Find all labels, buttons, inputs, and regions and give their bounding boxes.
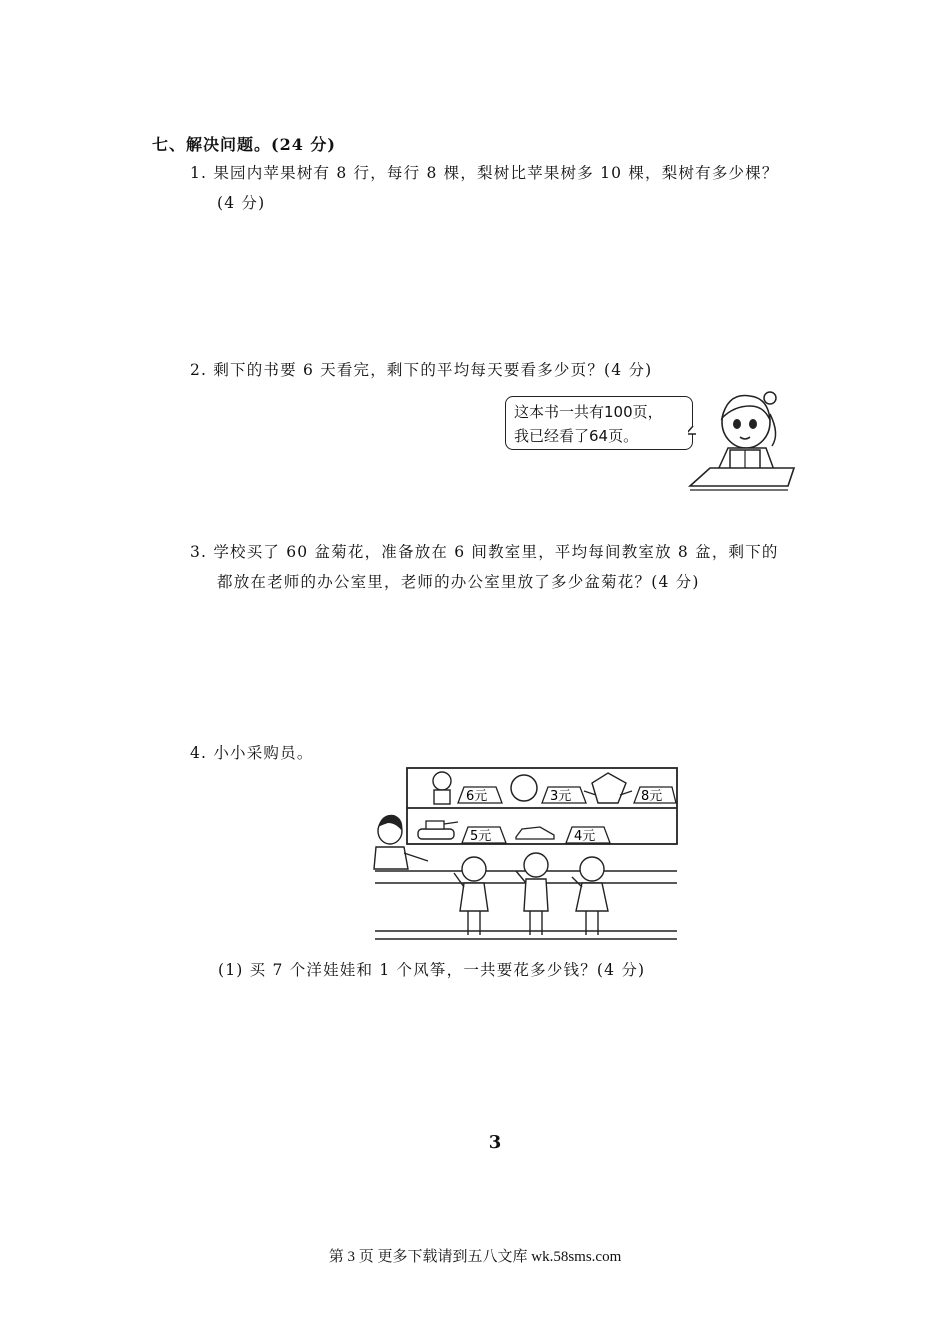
girl-reading-illustration (688, 384, 798, 496)
question-1-text: 1. 果园内苹果树有 8 行，每行 8 棵，梨树比苹果树多 10 棵，梨树有多少棵？ (190, 164, 779, 182)
doll-icon (433, 772, 451, 804)
child-figure-2 (516, 853, 548, 935)
price-tag-ball (542, 787, 586, 804)
footer-text: 第 3 页 更多下载请到五八文库 wk.58sms.com (328, 1249, 622, 1265)
question-3-line-2: 都放在老师的办公室里，老师的办公室里放了多少盆菊花？(4 分) (217, 573, 700, 591)
child-figure-3 (572, 857, 608, 935)
price-tag-tank (462, 827, 506, 844)
price-tag-doll (458, 787, 502, 804)
shop-shelf-illustration (370, 765, 682, 945)
price-tag-kite (634, 787, 676, 804)
price-tag-kite-label: 8元 (641, 789, 663, 804)
speech-bubble (505, 396, 693, 450)
question-3-line-1: 3. 学校买了 60 盆菊花，准备放在 6 间教室里，平均每间教室放 8 盆，剩下的 (190, 543, 779, 561)
bubble-line-1: 这本书一共有100页， (514, 403, 663, 421)
question-4-part-1: (1) 买 7 个洋娃娃和 1 个风筝，一共要花多少钱？(4 分) (218, 961, 646, 979)
question-2: 2. 剩下的书要 6 天看完，剩下的平均每天要看多少页？(4 分) (190, 361, 653, 379)
bubble-line-2: 我已经看了64页。 (514, 427, 639, 445)
price-tag-car (566, 827, 610, 844)
child-figure-1 (454, 857, 488, 935)
price-tag-doll-label: 6元 (466, 789, 488, 804)
ball-icon (511, 775, 537, 801)
question-3 (190, 537, 850, 597)
price-tag-tank-label: 5元 (470, 829, 492, 844)
price-tag-ball-label: 3元 (550, 789, 572, 804)
page-number: 3 (488, 1132, 502, 1153)
question-1-score: (4 分) (217, 194, 266, 212)
question-1 (190, 158, 850, 218)
price-tag-car-label: 4元 (574, 829, 596, 844)
section-title: 七、解决问题。(24 分) (152, 135, 336, 154)
question-4: 4. 小小采购员。 (190, 744, 314, 762)
